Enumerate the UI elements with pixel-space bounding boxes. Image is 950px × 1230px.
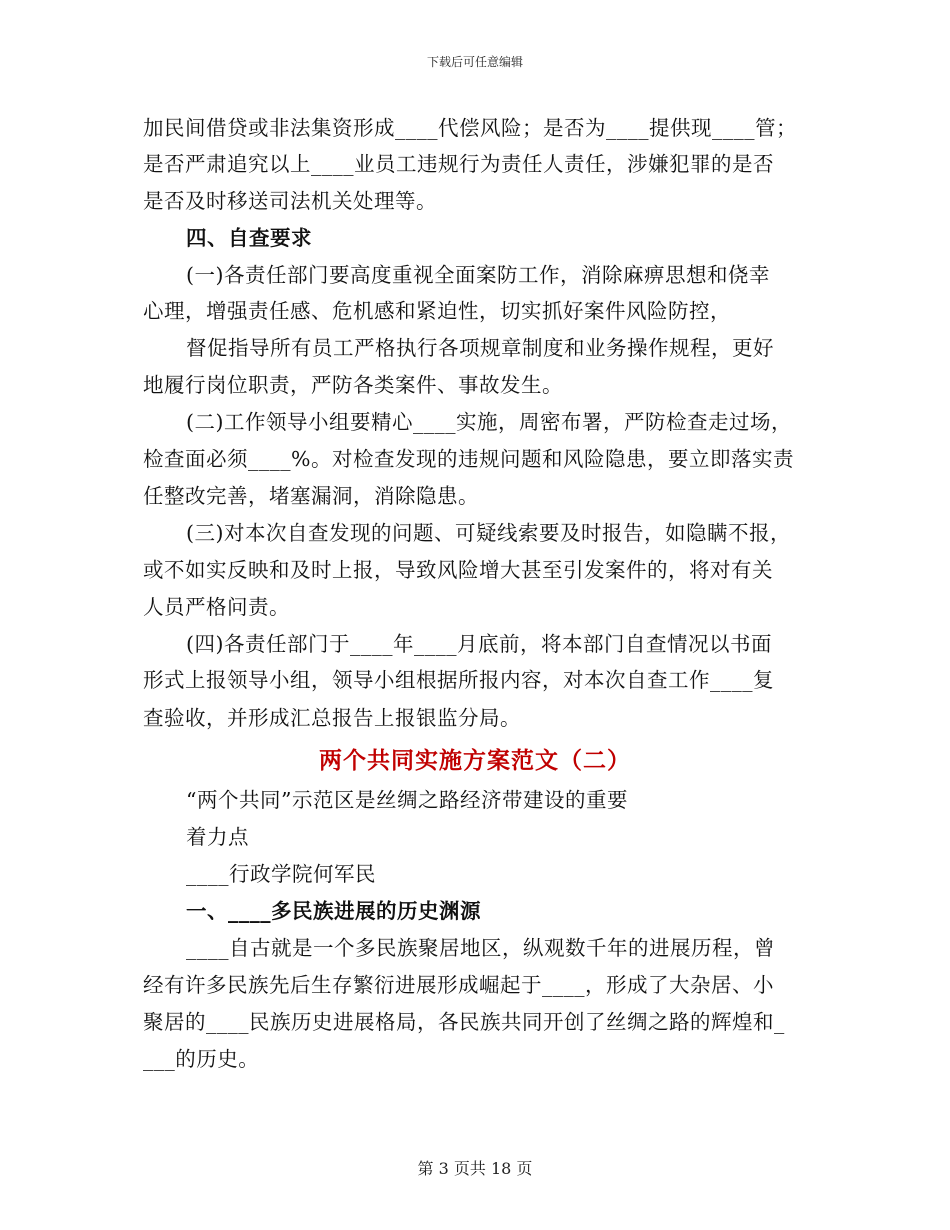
body-line: ____自古就是一个多民族聚居地区，纵观数千年的进展历程，曾 (186, 936, 775, 960)
body-line: 着力点 (186, 825, 249, 849)
document-title: 两个共同实施方案范文（二） (319, 747, 631, 774)
body-line: (四)各责任部门于____年____月底前，将本部门自查情况以书面 (186, 632, 772, 656)
body-line: 心理，增强责任感、危机感和紧迫性，切实抓好案件风险防控， (143, 299, 731, 323)
body-line: 聚居的____民族历史进展格局，各民族共同开创了丝绸之路的辉煌和_ (143, 1010, 785, 1034)
body-line: ___的历史。 (143, 1047, 260, 1071)
page-header-note: 下载后可任意编辑 (426, 55, 523, 69)
body-line: 形式上报领导小组，领导小组根据所报内容，对本次自查工作____复 (143, 668, 774, 692)
page-footer: 第 3 页共 18 页 (417, 1159, 533, 1178)
body-line: 或不如实反映和及时上报，导致风险增大甚至引发案件的，将对有关 (143, 558, 773, 582)
body-line: 是否及时移送司法机关处理等。 (143, 189, 437, 213)
section-heading: 四、自查要求 (186, 226, 312, 250)
body-line: “两个共同”示范区是丝绸之路经济带建设的重要 (186, 788, 628, 812)
body-line: (二)工作领导小组要精心____实施，周密布署，严防检查走过场， (186, 410, 792, 434)
body-line: 是否严肃追究以上____业员工违规行为责任人责任，涉嫌犯罪的是否 (143, 152, 774, 176)
body-line: (一)各责任部门要高度重视全面案防工作，消除麻痹思想和侥幸 (186, 263, 770, 287)
body-line: 任整改完善，堵塞漏洞，消除隐患。 (143, 484, 479, 508)
body-line: 查验收，并形成汇总报告上报银监分局。 (143, 706, 521, 730)
body-line: 人员严格问责。 (143, 595, 290, 619)
body-line: 督促指导所有员工严格执行各项规章制度和业务操作规程，更好 (186, 336, 774, 360)
body-line: 经有许多民族先后生存繁衍进展形成崛起于____，形成了大杂居、小 (143, 973, 774, 997)
body-line: 加民间借贷或非法集资形成____代偿风险；是否为____提供现____管； (143, 116, 797, 140)
author-line: ____行政学院何军民 (186, 862, 376, 886)
body-line: 检查面必须____%。对检查发现的违规问题和风险隐患，要立即落实责 (143, 447, 794, 471)
body-line: 地履行岗位职责，严防各类案件、事故发生。 (143, 373, 563, 397)
section-heading: 一、____多民族进展的历史渊源 (186, 899, 481, 923)
body-line: (三)对本次自查发现的问题、可疑线索要及时报告，如隐瞒不报， (186, 521, 791, 545)
